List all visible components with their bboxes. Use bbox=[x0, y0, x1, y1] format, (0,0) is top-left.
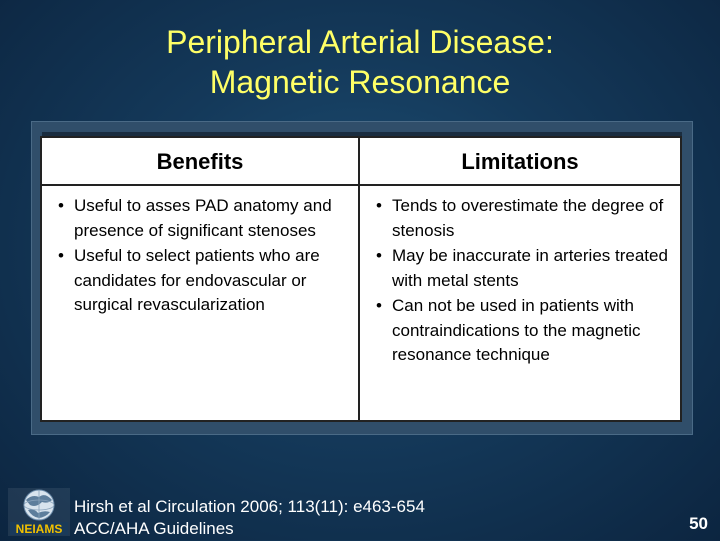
globe-icon bbox=[8, 488, 70, 536]
limitations-cell bbox=[360, 186, 680, 420]
benefit-item: • Useful to select patients who are candidates for endovascular or surgical revascularization bbox=[56, 244, 348, 318]
title-line-2: Magnetic Resonance bbox=[209, 64, 511, 100]
page-number: 50 bbox=[689, 514, 708, 533]
benefit-item: • Useful to asses PAD anatomy and presence of significant stenoses bbox=[56, 194, 348, 243]
limitation-item: • Tends to overestimate the degree of stenosis bbox=[374, 194, 670, 243]
comparison-table bbox=[40, 136, 682, 422]
title-line-1: Peripheral Arterial Disease: bbox=[166, 24, 554, 60]
slide-title bbox=[0, 22, 720, 102]
reference-line-2: ACC/AHA Guidelines bbox=[74, 519, 234, 538]
reference-line-1: Hirsh et al Circulation 2006; 113(11): e463-654 bbox=[74, 497, 425, 516]
limitations-header: Limitations bbox=[360, 138, 680, 186]
reference-citation bbox=[74, 496, 425, 540]
benefits-header: Benefits bbox=[42, 138, 360, 186]
neiams-logo bbox=[8, 488, 70, 536]
limitation-item: • Can not be used in patients with contraindications to the magnetic resonance technique bbox=[374, 294, 670, 368]
logo-text: NEIAMS bbox=[15, 522, 63, 536]
limitation-item: • May be inaccurate in arteries treated with metal stents bbox=[374, 244, 670, 293]
benefits-cell bbox=[42, 186, 360, 420]
